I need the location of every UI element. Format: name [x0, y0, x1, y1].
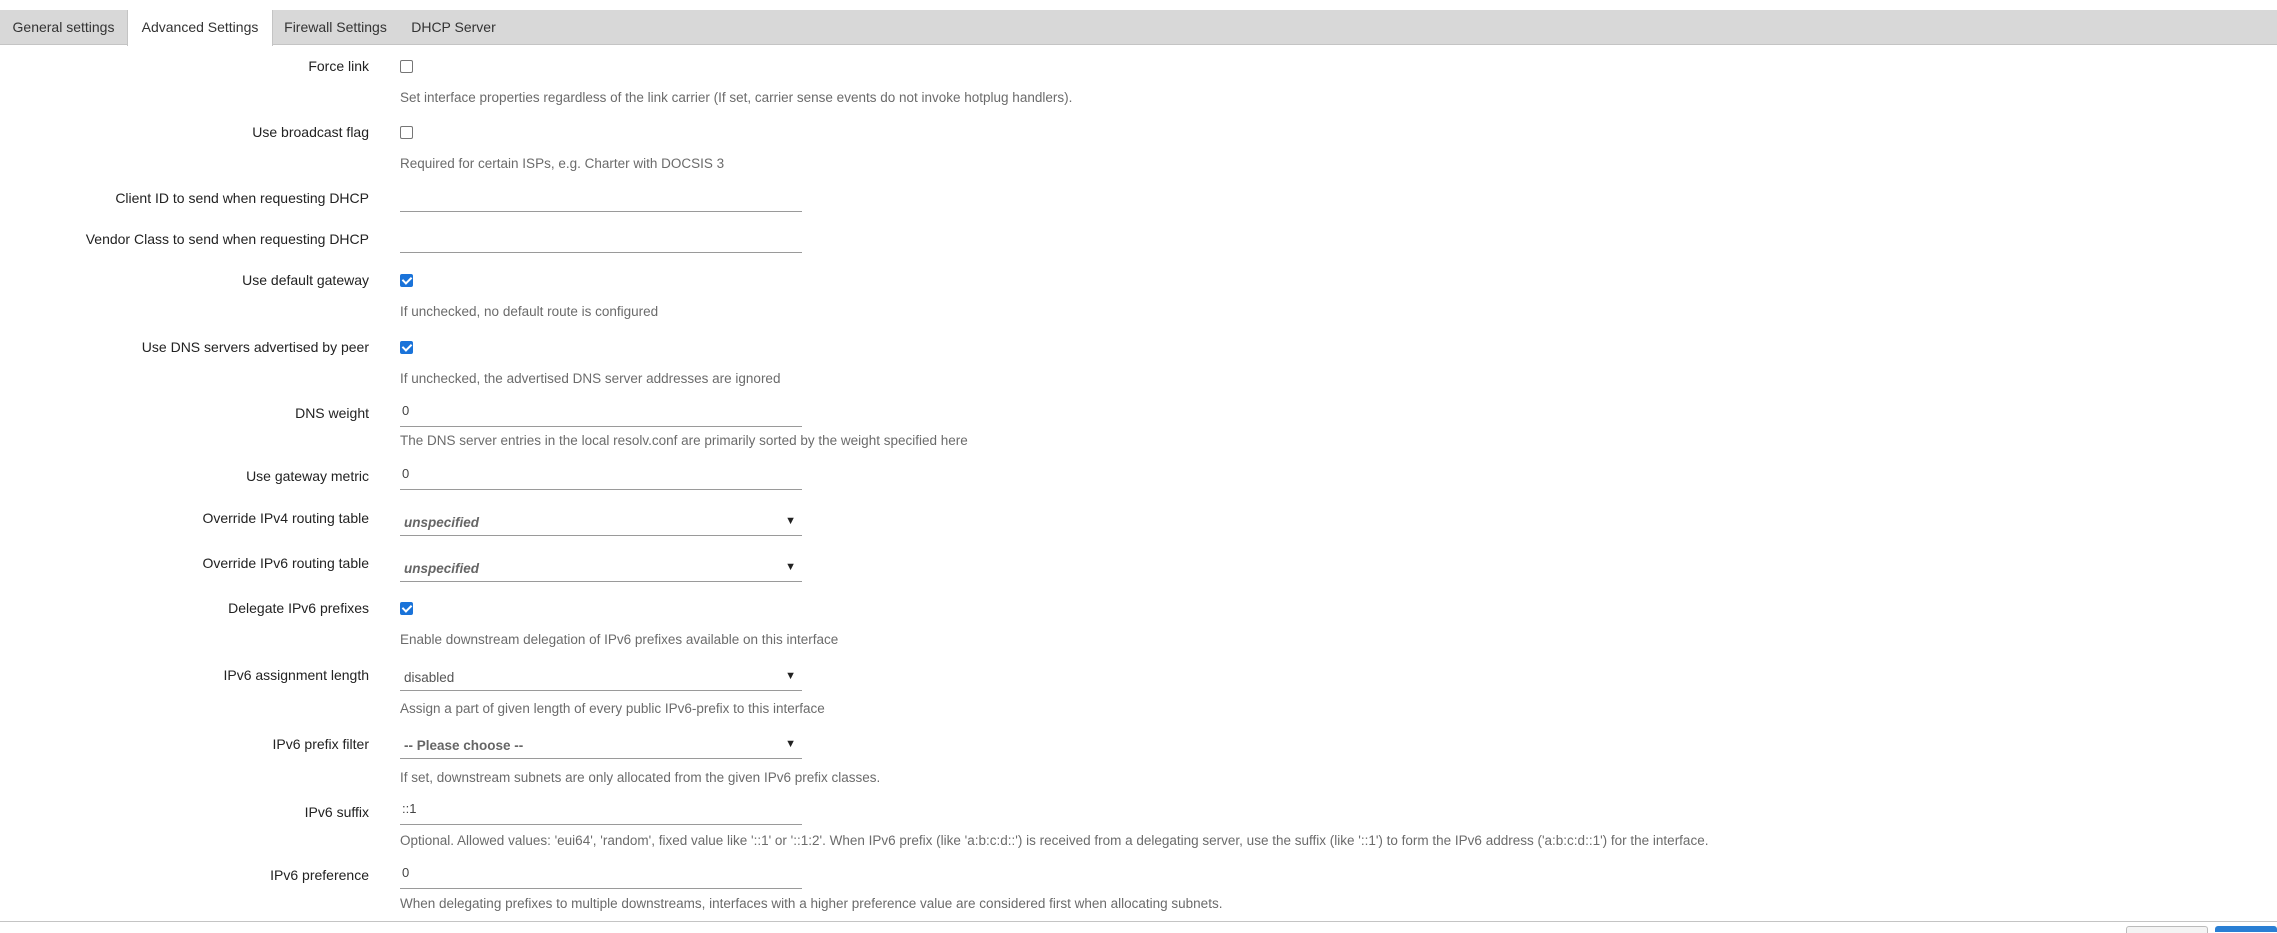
ipv4-table-selected: unspecified: [404, 515, 480, 530]
force-link-checkbox[interactable]: [400, 60, 413, 73]
default-gateway-label: Use default gateway: [242, 272, 369, 288]
ipv6-table-selected: unspecified: [404, 561, 480, 576]
gateway-metric-value: 0: [402, 466, 410, 481]
footer-divider: [0, 921, 2277, 922]
ipv6-suffix-value: ::1: [402, 801, 417, 816]
dns-weight-label: DNS weight: [295, 405, 369, 421]
prefix-filter-selected: -- Please choose --: [404, 738, 524, 753]
broadcast-flag-label: Use broadcast flag: [252, 124, 369, 140]
ipv6-pref-label: IPv6 preference: [270, 867, 369, 883]
broadcast-flag-checkbox[interactable]: [400, 126, 413, 139]
chevron-down-icon: ▼: [785, 515, 796, 527]
client-id-input[interactable]: [400, 188, 802, 212]
broadcast-flag-description: Required for certain ISPs, e.g. Charter with DOCSIS 3: [400, 156, 725, 171]
ipv6-pref-value: 0: [402, 865, 410, 880]
ipv6-suffix-input[interactable]: [400, 801, 802, 825]
delegate-checkbox[interactable]: [400, 602, 413, 615]
prefix-filter-label: IPv6 prefix filter: [272, 736, 369, 752]
force-link-description: Set interface properties regardless of the link carrier (If set, carrier sense events do not invoke hotplug handlers).: [400, 90, 1073, 105]
chevron-down-icon: ▼: [785, 561, 796, 573]
tab-advanced-settings[interactable]: Advanced Settings: [127, 10, 273, 46]
save-button[interactable]: [2215, 926, 2277, 932]
dns-weight-description: The DNS server entries in the local resolv.conf are primarily sorted by the weight specified here: [400, 433, 968, 448]
default-gateway-checkbox[interactable]: [400, 274, 413, 287]
assign-len-select[interactable]: [400, 665, 802, 691]
dismiss-button[interactable]: [2126, 926, 2208, 933]
dns-weight-value: 0: [402, 403, 410, 418]
peer-dns-label: Use DNS servers advertised by peer: [141, 339, 369, 355]
prefix-filter-select[interactable]: [400, 733, 802, 759]
ipv6-pref-input[interactable]: [400, 865, 802, 889]
peer-dns-description: If unchecked, the advertised DNS server addresses are ignored: [400, 371, 781, 386]
gateway-metric-label: Use gateway metric: [246, 468, 369, 484]
ipv4-table-select[interactable]: [400, 510, 802, 536]
ipv6-table-label: Override IPv6 routing table: [202, 555, 369, 571]
chevron-down-icon: ▼: [785, 738, 796, 750]
peer-dns-checkbox[interactable]: [400, 341, 413, 354]
prefix-filter-description: If set, downstream subnets are only allocated from the given IPv6 prefix classes.: [400, 770, 881, 785]
assign-len-selected: disabled: [404, 670, 455, 685]
assign-len-description: Assign a part of given length of every public IPv6-prefix to this interface: [400, 701, 825, 716]
delegate-description: Enable downstream delegation of IPv6 prefixes available on this interface: [400, 632, 839, 647]
ipv6-suffix-description: Optional. Allowed values: 'eui64', 'random', fixed value like '::1' or '::1:2'. When IPv6 prefix (like 'a:b:c:d::') is received from a delegating server, use the suffix (like '::1') to form the IPv6 address ('a:b:c:d::1') for the interface.: [400, 833, 1709, 848]
delegate-label: Delegate IPv6 prefixes: [228, 600, 369, 616]
vendor-class-input[interactable]: [400, 229, 802, 253]
gateway-metric-input[interactable]: [400, 466, 802, 490]
tab-general-settings[interactable]: General settings: [12, 19, 115, 35]
default-gateway-description: If unchecked, no default route is configured: [400, 304, 659, 319]
dns-weight-input[interactable]: [400, 403, 802, 427]
chevron-down-icon: ▼: [785, 670, 796, 682]
vendor-class-label: Vendor Class to send when requesting DHCP: [85, 231, 369, 247]
ipv6-table-select[interactable]: [400, 556, 802, 582]
tab-firewall-settings[interactable]: Firewall Settings: [284, 19, 387, 35]
ipv6-suffix-label: IPv6 suffix: [304, 804, 369, 820]
force-link-label: Force link: [308, 58, 369, 74]
client-id-label: Client ID to send when requesting DHCP: [115, 190, 369, 206]
tab-dhcp-server[interactable]: DHCP Server: [411, 19, 496, 35]
ipv4-table-label: Override IPv4 routing table: [202, 510, 369, 526]
assign-len-label: IPv6 assignment length: [223, 667, 369, 683]
tab-bar: [0, 10, 2277, 45]
ipv6-pref-description: When delegating prefixes to multiple downstreams, interfaces with a higher preference value are considered first when allocating subnets.: [400, 896, 1223, 911]
